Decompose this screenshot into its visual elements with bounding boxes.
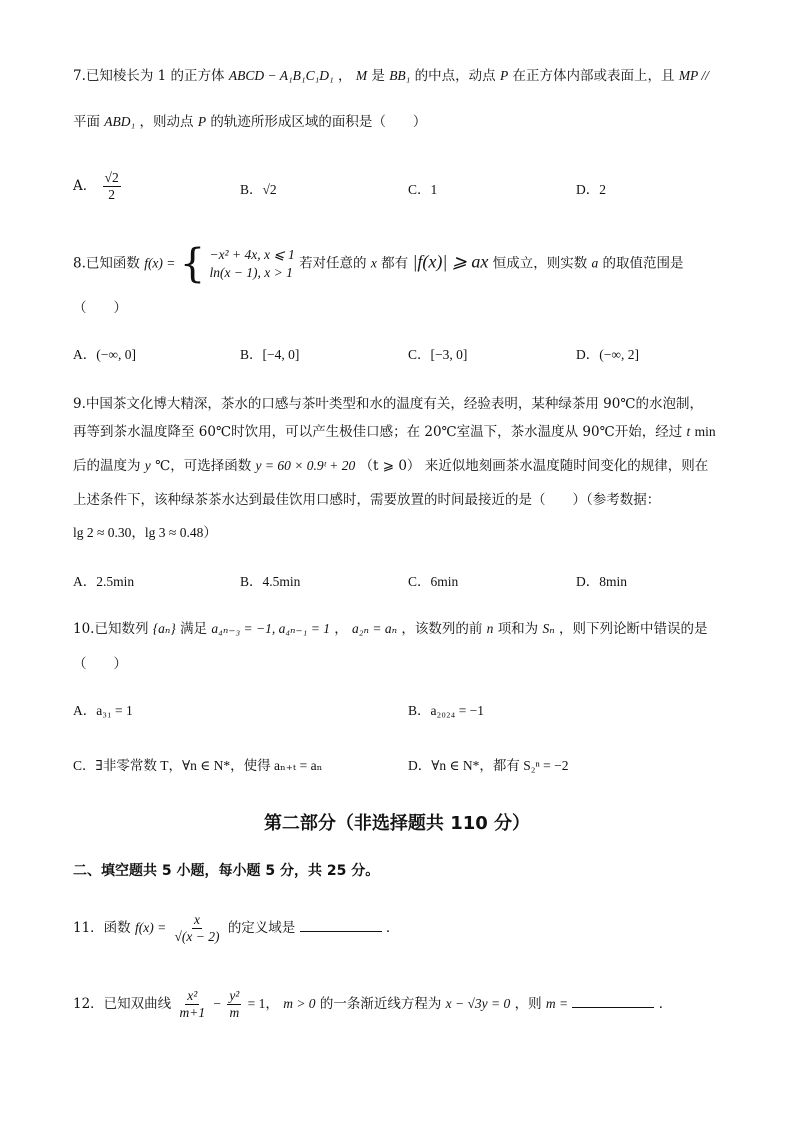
q7-text-f: 平面 bbox=[73, 114, 100, 130]
q8-line1 bbox=[73, 241, 684, 287]
part2-heading: 第二部分（非选择题共 110 分） bbox=[263, 813, 531, 834]
q10-paren: （ ） bbox=[73, 656, 127, 672]
q8-cases bbox=[209, 246, 294, 282]
q9-option-c[interactable]: C．6min bbox=[408, 574, 459, 589]
q9-line5: lg 2 ≈ 0.30，lg 3 ≈ 0.48） bbox=[73, 525, 217, 540]
q12-fraction-2 bbox=[227, 988, 241, 1021]
q8-case1: −x² + 4x, x ⩽ 1 bbox=[209, 247, 295, 262]
q11-line bbox=[73, 912, 399, 945]
q8-brace: { bbox=[179, 241, 206, 287]
q9-line2-b: min bbox=[694, 424, 716, 439]
q7-option-b[interactable]: B．√2 bbox=[240, 182, 277, 197]
q12-cond: m > 0 bbox=[283, 996, 316, 1011]
q7-p-var2: P bbox=[197, 114, 207, 129]
q12-prefix: 12．已知双曲线 bbox=[73, 996, 172, 1012]
q12-mid2: ，则 bbox=[514, 996, 542, 1012]
q7-mp: MP // bbox=[678, 68, 709, 83]
q10-line1 bbox=[73, 619, 708, 639]
q12-minus: − bbox=[213, 996, 222, 1011]
q7-option-a[interactable] bbox=[73, 170, 123, 203]
q7-option-a-fraction bbox=[103, 170, 121, 203]
q12-line bbox=[73, 988, 672, 1021]
q9-line4: 上述条件下，该种绿茶茶水达到最佳饮用口感时，需要放置的时间最接近的是（ ）（参考数据： bbox=[73, 492, 661, 508]
q7-text-h: 的轨迹所形成区域的面积是（ ） bbox=[210, 114, 427, 130]
q10-seq: {aₙ} bbox=[152, 621, 176, 636]
q8-x-var: x bbox=[370, 255, 377, 271]
q11-prefix: 11．函数 bbox=[73, 920, 131, 936]
q7-text-g: ，则动点 bbox=[139, 114, 194, 130]
q7-m-var: M bbox=[355, 68, 368, 83]
q7-bb1: BB₁ bbox=[389, 68, 411, 83]
q8-a-var: a bbox=[591, 255, 599, 271]
q8-suffix: 恒成立，则实数 bbox=[492, 255, 588, 272]
q11-fraction bbox=[173, 912, 222, 945]
q9-formula: y = 60 × 0.9ᵗ + 20 bbox=[255, 458, 356, 473]
q9-line3-a: 后的温度为 bbox=[73, 458, 141, 474]
q10-cond2: a₂ₙ = aₙ bbox=[352, 621, 398, 636]
q10-mid2: ，该数列的前 bbox=[401, 621, 483, 637]
q8-case2: ln(x − 1), x > 1 bbox=[209, 265, 293, 280]
q9-line3-c: 来近似地刻画茶水温度随时间变化的规律，则在 bbox=[424, 458, 709, 474]
q7-option-d[interactable]: D．2 bbox=[576, 182, 606, 197]
q7-option-a-den: 2 bbox=[108, 187, 115, 202]
q10-option-a[interactable]: A．a₃₁ = 1 bbox=[73, 703, 133, 718]
q12-den1: m+1 bbox=[179, 1005, 206, 1020]
q12-asym: x − √3y = 0 bbox=[445, 996, 511, 1011]
q8-mid: 若对任意的 bbox=[299, 255, 367, 272]
q7-p-var: P bbox=[499, 68, 509, 83]
q8-fx: f(x) = bbox=[144, 255, 176, 271]
q7-text-a: 7.已知棱长为 1 的正方体 bbox=[73, 68, 225, 84]
q11-den: √(x − 2) bbox=[174, 929, 220, 944]
q8-suffix2: 的取值范围是 bbox=[602, 255, 684, 272]
q11-fx: f(x) = bbox=[134, 920, 167, 935]
q12-m-eq: m = bbox=[545, 996, 569, 1011]
q9-line2-a: 再等到茶水温度降至 60℃时饮用，可以产生极佳口感；在 20℃室温下，茶水温度从 90℃开始，经过 bbox=[73, 424, 683, 440]
q7-text-d: 的中点，动点 bbox=[414, 68, 496, 84]
q10-comma: ， bbox=[334, 621, 348, 637]
q7-text-c: 是 bbox=[371, 68, 385, 84]
q12-num2: y² bbox=[229, 988, 240, 1003]
q7-option-c[interactable]: C．1 bbox=[408, 182, 438, 197]
q11-suffix: 的定义域是 bbox=[227, 920, 296, 936]
q7-cube: ABCD − A₁B₁C₁D₁ bbox=[228, 68, 334, 83]
q9-t-var: t bbox=[686, 424, 691, 439]
q12-num1: x² bbox=[187, 988, 198, 1003]
q12-end: ． bbox=[658, 996, 673, 1012]
q11-answer-blank[interactable] bbox=[300, 917, 382, 932]
q7-text-e: 在正方体内部或表面上，且 bbox=[512, 68, 675, 84]
q10-sn: Sₙ bbox=[542, 621, 555, 636]
q8-option-b[interactable]: B．[−4, 0] bbox=[240, 347, 300, 362]
q10-option-c[interactable]: C．∃非零常数 T，∀n ∈ N*，使得 aₙ₊ₜ = aₙ bbox=[73, 758, 323, 773]
q7-option-a-label: A． bbox=[73, 178, 97, 194]
q9-option-a[interactable]: A．2.5min bbox=[73, 574, 135, 589]
q12-den2: m bbox=[229, 1005, 240, 1020]
q7-line2 bbox=[73, 112, 426, 132]
q8-abs: |f(x)| ⩾ ax bbox=[412, 251, 489, 272]
q7-text-b: ， bbox=[338, 68, 352, 84]
q10-cond1: a₄ₙ₋₃ = −1, a₄ₙ₋₁ = 1 bbox=[211, 621, 330, 636]
q11-num: x bbox=[194, 912, 200, 927]
q10-n-var: n bbox=[486, 621, 494, 636]
q10-option-b[interactable]: B．a₂₀₂₄ = −1 bbox=[408, 703, 485, 718]
q12-eq: = 1， bbox=[247, 996, 279, 1011]
q8-paren: （ ） bbox=[73, 300, 127, 316]
q8-mid2: 都有 bbox=[381, 255, 409, 272]
q9-line3-b: ℃，可选择函数 bbox=[155, 458, 252, 474]
q8-prefix: 8.已知函数 bbox=[73, 255, 140, 272]
q9-line3 bbox=[73, 456, 708, 476]
q8-option-a[interactable]: A．(−∞, 0] bbox=[73, 347, 136, 362]
q9-y-var: y bbox=[144, 458, 151, 473]
q9-line2 bbox=[73, 422, 716, 442]
q7-option-a-num: √2 bbox=[104, 170, 119, 185]
q7-line1 bbox=[73, 66, 709, 86]
q9-option-b[interactable]: B．4.5min bbox=[240, 574, 301, 589]
q12-answer-blank[interactable] bbox=[572, 993, 654, 1008]
q10-mid3: 项和为 bbox=[497, 621, 539, 637]
q10-suffix: ，则下列论断中错误的是 bbox=[559, 621, 708, 637]
q9-option-d[interactable]: D．8min bbox=[576, 574, 628, 589]
q10-prefix: 10.已知数列 bbox=[73, 621, 149, 637]
q9-line1: 9.中国茶文化博大精深，茶水的口感与茶叶类型和水的温度有关，经验表明，某种绿茶用 90℃的水泡制， bbox=[73, 396, 703, 412]
q8-option-c[interactable]: C．[−3, 0] bbox=[408, 347, 468, 362]
q10-mid: 满足 bbox=[180, 621, 208, 637]
q11-end: ． bbox=[385, 920, 400, 936]
section-fill-blank: 二、填空题共 5 小题，每小题 5 分，共 25 分。 bbox=[73, 863, 380, 879]
q7-abd1: ABD₁ bbox=[104, 114, 136, 129]
q8-option-d[interactable]: D．(−∞, 2] bbox=[576, 347, 639, 362]
q9-cond: （t ⩾ 0） bbox=[359, 458, 421, 474]
q10-option-d[interactable]: D．∀n ∈ N*，都有 S₂ⁿ = −2 bbox=[408, 758, 569, 773]
q12-mid: 的一条渐近线方程为 bbox=[319, 996, 442, 1012]
q12-fraction-1 bbox=[177, 988, 207, 1021]
